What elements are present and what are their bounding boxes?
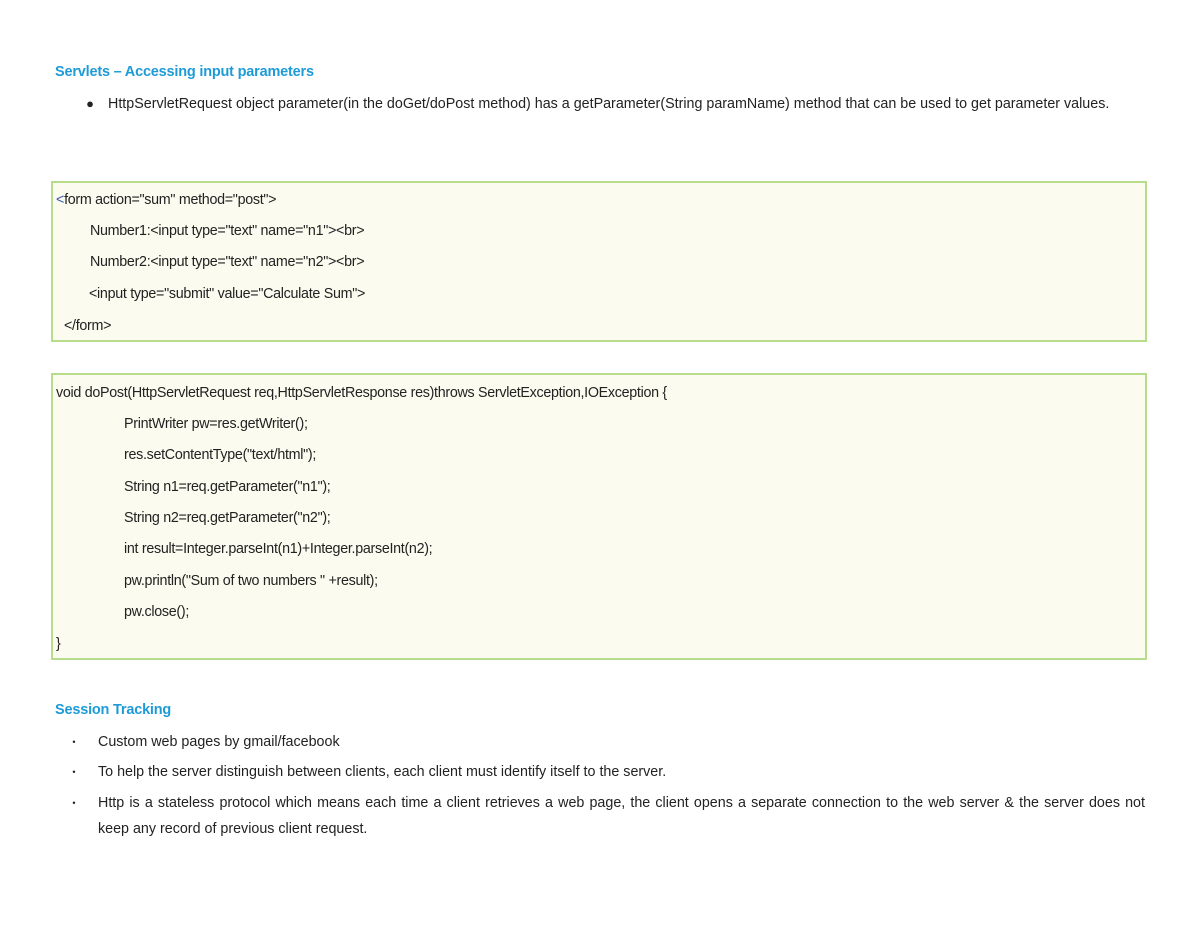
bullet-text: To help the server distinguish between clients, each client must identify itself to the server. — [98, 764, 667, 780]
bullet-icon: • — [72, 798, 76, 808]
code-line: Number1:<input type="text" name="n1"><br> — [90, 223, 365, 239]
code-line: pw.println("Sum of two numbers " +result); — [124, 573, 378, 589]
code-line — [56, 185, 276, 216]
bullet-icon: • — [72, 737, 76, 747]
code-line: } — [56, 636, 61, 652]
code-token: form action="sum" method="post"> — [64, 192, 277, 208]
section-heading-servlets: Servlets – Accessing input parameters — [55, 64, 314, 80]
code-line: pw.close(); — [124, 604, 190, 620]
bullet-text: Http is a stateless protocol which means each time a client retrieves a web page, the client opens a separate connection to the web server & the server does not keep any record of previous client request. — [98, 795, 1145, 837]
bullet-icon: • — [72, 767, 76, 777]
code-line: String n2=req.getParameter("n2"); — [124, 510, 331, 526]
code-line: String n1=req.getParameter("n1"); — [124, 479, 331, 495]
code-line: void doPost(HttpServletRequest req,HttpServletResponse res)throws ServletException,IOException { — [56, 385, 667, 401]
code-line: Number2:<input type="text" name="n2"><br> — [90, 254, 365, 270]
java-servlet-code-block — [51, 373, 1147, 660]
code-line: <input type="submit" value="Calculate Sum"> — [89, 286, 366, 302]
code-line: int result=Integer.parseInt(n1)+Integer.parseInt(n2); — [124, 541, 433, 557]
code-line: res.setContentType("text/html"); — [124, 447, 317, 463]
html-form-code-block — [51, 181, 1147, 342]
bullet-text: HttpServletRequest object parameter(in the doGet/doPost method) has a getParameter(String paramName) method that can be used to get parameter values. — [108, 96, 1110, 112]
code-token: < — [56, 192, 65, 208]
section-heading-session-tracking: Session Tracking — [55, 702, 172, 718]
bullet-icon: ● — [86, 96, 94, 111]
bullet-text: Custom web pages by gmail/facebook — [98, 734, 340, 750]
code-line: PrintWriter pw=res.getWriter(); — [124, 416, 308, 432]
code-line: </form> — [64, 318, 112, 334]
